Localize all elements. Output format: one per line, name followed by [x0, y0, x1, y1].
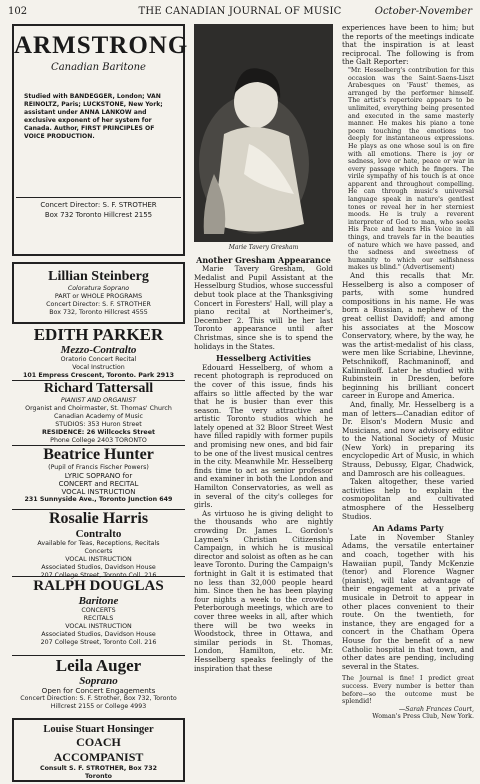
ad-tattersall-line3: STUDIOS: 353 Huron Street	[55, 421, 142, 428]
issue-date: October-November	[374, 6, 472, 17]
journal-title: THE CANADIAN JOURNAL OF MUSIC	[138, 6, 342, 17]
ad-parker	[12, 326, 185, 380]
ad-harris-line4: Associated Studios, Davidson House	[41, 564, 156, 571]
ad-hunter-line1: LYRIC SOPRANO for	[64, 472, 133, 480]
ad-armstrong-body: Studied with BANDEGGER, London; VAN REINOLTZ, Paris; LUCKSTONE, New York; assistant under ANNA LANKOW and exclusive exponent of her system for Canada. Author, FIRST PRINCIPLES OF VOICE PRODUCTION.	[24, 93, 163, 140]
photo-caption: Marie Tavery Gresham	[228, 244, 299, 251]
ad-steinberg-title: Coloratura Soprano	[67, 285, 130, 292]
ad-harris-line3: VOCAL INSTRUCTION	[65, 556, 132, 563]
paragraph-composer: And this recalls that Mr. Hesselberg is also a composer of parts, with some hundred compositions in his name. He was born a Russian, a nephew of the great cellist Davidoff; and among his associates at the Moscow Conservatory, where, by the way, he was the artist-medalist of his class, were men like Scriabine, Lhevinne, Petschnikoff, Rachmaninoff, and Kalinnikoff. Later he studied with Rubinstein in Dresden, before beginning his brilliant concert career in Europe and America.	[342, 271, 474, 401]
ad-tattersall-line4: RESIDENCE: 26 Willcocks Street	[42, 429, 155, 436]
ad-honsinger-title1: COACH	[76, 735, 121, 749]
paragraph-hesselberg-2: As virtuoso he is giving delight to the thousands who are nightly crowding Dr. James L. Gordon's Laymen's Christian Citizenship Campaign, in which he is musical director and soloist as often as he can leave Toronto. During the Campaign's fortnight in Galt it is estimated that no less than 32,000 people heard him. Since then he has been playing four nights a week to the crowded Peterborough meetings, which are to cover three weeks in all, after which there will be two weeks in Woodstock, three in Ottawa, and similar periods in St. Thomas, London, Hamilton, etc. Mr. Hesselberg speaks feelingly of the inspiration that these	[194, 508, 333, 673]
ad-douglas-line1: CONCERTS	[81, 607, 116, 614]
ad-auger-line3: Hillcrest 2155 or College 4993	[50, 703, 147, 710]
ad-auger-name: Leila Auger	[55, 656, 142, 675]
paragraph-summary: Taken altogether, these varied activities help to explain the cosmopolitan and cultivated atmosphere of the Hesselberg Studios.	[342, 477, 474, 521]
ad-harris-name: Rosalie Harris	[48, 510, 149, 527]
ad-armstrong-address: Box 732 Toronto Hillcrest 2155	[44, 211, 153, 219]
heading-adams: An Adams Party	[372, 523, 444, 534]
paragraph-gresham: Marie Tavery Gresham, Gold Medalist and Pupil Assistant at the Hesselburg Studios, whose successful debut took place at the Thanksgiving Concert in Foresters' Hall, will play a piano recital at Northeimer's, December 2. This will be her last Toronto appearance until after Christmas, since she is to spend the holidays in the States.	[194, 264, 333, 351]
ad-steinberg-line2: Concert Director: S. F. STROTHER	[46, 301, 151, 308]
ad-harris-title: Contralto	[75, 528, 122, 540]
ad-steinberg-name: Lillian Steinberg	[48, 269, 149, 284]
ad-steinberg-line3: Box 732, Toronto Hillcrest 4555	[49, 309, 148, 316]
ad-hunter-line0: (Pupil of Francis Fischer Powers)	[48, 464, 149, 471]
ad-harris-line5: 207 College Street, Toronto Coll. 216	[40, 572, 157, 579]
ad-steinberg-line1: PART or WHOLE PROGRAMS	[54, 293, 143, 300]
paragraph-adams: Late in November Stanley Adams, the versatile entertainer and coach, together with his Hawaiian pupil, Tandy McKenzie (tenor) and Florence Wagner (pianist), will take advantage of their engagement at a private musicale in Detroit to appear in other places convenient to their route. On the twentieth, for instance, they are engaged for a concert in the Chatham Opera House for the benefit of a new Catholic hospital in that town, and other dates are pending, including several in the States.	[342, 532, 474, 671]
ad-tattersall-title: PIANIST AND ORGANIST	[60, 397, 137, 404]
ad-harris-line1: Available for Teas, Receptions, Recitals	[37, 540, 160, 547]
ad-tattersall	[12, 380, 185, 445]
page-header	[8, 6, 472, 20]
ad-parker-name: EDITH PARKER	[33, 325, 164, 344]
testimonial-text: The Journal is fine! I predict great success. Every number is better than before—so the outcome must be splendid!	[342, 675, 474, 706]
ad-armstrong	[12, 24, 189, 256]
ad-hunter-name: Beatrice Hunter	[43, 446, 154, 463]
ad-douglas-name: RALPH DOUGLAS	[33, 578, 164, 594]
ad-auger-line1: Open for Concert Engagements	[41, 686, 156, 695]
testimonial-affiliation: Woman's Press Club, New York.	[372, 713, 474, 721]
ad-auger	[12, 655, 185, 716]
ad-hunter-line3: VOCAL INSTRUCTION	[61, 488, 136, 496]
galt-reporter-quote: "Mr. Hesselberg's contribution for this occasion was the Saint-Saens-Liszt Arabesques on 'Faust' themes, as arranged by the performer himself. The artist's repertoire appears to be unlimited, everything being presented and executed in the same masterly manner. He makes his piano a tone poem touching the emotions too deeply for instantaneous expressions. He plays as one whose soul is on fire with all emotions. There is joy or sadness, love or hate, peace or war in every passage which he fingers. The virile sympathy of his touch is at once apparent and throughout compelling. He can through music's universal language speak in nature's gentlest tones or reveal her in her sterniest moods. He is truly a reverent interpreter of God to man, who seeks His Face and hears His Voice in all things, and travels far in the beauties of nature which we have passed, and the sadness and sweetness of humanity to which our selfishness makes us blind." (Advertisement)	[348, 66, 474, 272]
page-number: 102	[8, 6, 28, 17]
ad-honsinger-line2: Toronto	[84, 773, 113, 780]
article-column-middle	[194, 24, 333, 673]
ad-honsinger-name: Louise Stuart Honsinger	[43, 724, 154, 735]
ad-auger-line2: Concert Direction: S. F. Strother, Box 732, Toronto	[20, 695, 177, 702]
ad-armstrong-title: Canadian Baritone	[51, 62, 146, 73]
ad-douglas-line4: Associated Studios, Davidson House	[41, 631, 156, 638]
ad-douglas-line3: VOCAL INSTRUCTION	[65, 623, 132, 630]
ad-hunter-line2: CONCERT and RECITAL	[58, 480, 139, 488]
ad-parker-line1: Oratorio Concert Recital	[60, 356, 137, 363]
ad-douglas-line2: RECITALS	[83, 615, 114, 622]
ad-armstrong-director: Concert Director: S. F. STROTHER	[40, 201, 157, 209]
ad-harris-line2: Concerts	[84, 548, 113, 555]
ad-parker-line2: Vocal Instruction	[72, 364, 125, 371]
article-column-right	[342, 24, 474, 721]
portrait-illustration	[194, 24, 333, 242]
ad-tattersall-line1: Organist and Choirmaster, St. Thomas' Church	[25, 405, 172, 412]
ad-honsinger	[12, 718, 185, 782]
portrait-photo	[194, 24, 333, 242]
ad-tattersall-name: Richard Tattersall	[43, 381, 154, 396]
ad-honsinger-line1: Consult S. F. STROTHER, Box 732	[39, 765, 158, 772]
paragraph-letters: And, finally, Mr. Hesselberg is a man of letters—Canadian editor of Dr. Elson's Modern Music and Musicians, and now advisory editor to the National Society of Music (New York) in preparing its encyclopedic Art of Music, in which Strauss, Debussy, Elgar, Chadwick, and Damrosch are his colleagues.	[342, 399, 474, 478]
ad-auger-title: Soprano	[79, 675, 118, 687]
ad-hunter	[12, 445, 185, 509]
paragraph-continued: experiences have been to him; but the reports of the meetings indicate that the inspiration is at least reciprocal. The following is from the Galt Reporter:	[342, 23, 474, 67]
ad-tattersall-line5: Phone College 2403 TORONTO	[50, 437, 147, 444]
ad-hunter-line4: 231 Sunnyside Ave., Toronto Junction 649	[24, 496, 173, 503]
ad-tattersall-line2: Canadian Academy of Music	[54, 413, 143, 420]
heading-gresham: Another Gresham Appearance	[196, 254, 331, 265]
ad-honsinger-title2: ACCOMPANIST	[53, 750, 144, 764]
paragraph-hesselberg-1: Edouard Hesselberg, of whom a recent photograph is reproduced on the cover of this issue, finds his affairs so little affected by the war that he is busier than ever this season. The very attractive and artistic Toronto studios which he lately opened at 32 Bloor Street West have filled rapidly with former pupils and promising new ones, and bid fair to be one of the livest musical centres in the city. Meanwhile Mr. Hesselberg finds time to act as senior professor and examiner in both the London and Hamilton Conservatories, as well as in several of the city's colleges for girls.	[194, 362, 333, 510]
ad-armstrong-name: ARMSTRONG	[14, 32, 189, 59]
ad-harris	[12, 509, 185, 579]
ads-column	[12, 24, 189, 784]
testimonial-author: —Sarah Frances Court,	[398, 705, 474, 713]
ad-douglas-title: Baritone	[78, 595, 119, 607]
ad-parker-line3: 101 Empress Crescent, Toronto. Park 2913	[23, 372, 174, 379]
heading-hesselberg: Hesselberg Activities	[216, 353, 311, 364]
ad-steinberg	[12, 262, 185, 324]
ad-parker-title: Mezzo-Contralto	[60, 344, 137, 356]
ad-douglas-line5: 207 College Street, Toronto Coll. 216	[40, 639, 157, 646]
ad-douglas	[12, 576, 185, 655]
